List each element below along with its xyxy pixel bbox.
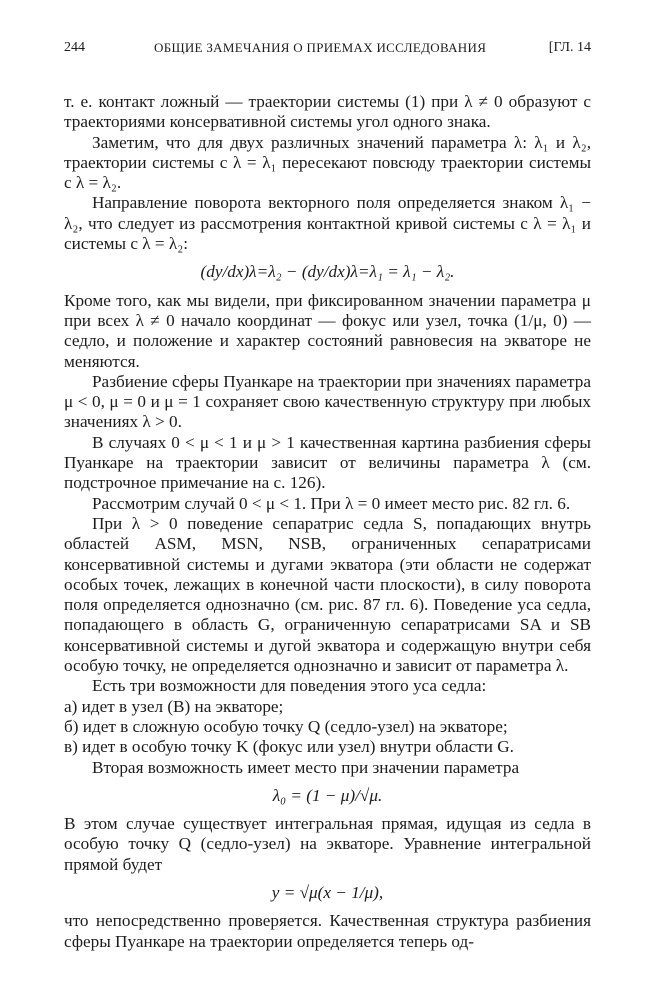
- paragraph: Направление поворота векторного поля определяется знаком λ₁ − λ₂, что следует из рассмотрения контактной кривой системы с λ = λ₁ и системы с λ = λ₂:: [64, 193, 591, 254]
- paragraph: Кроме того, как мы видели, при фиксированном значении параметра μ при всех λ ≠ 0 начало координат — фокус или узел, точка (1/μ, 0) — седло, и положение и характер состояний равновесия на экваторе не меняются.: [64, 290, 591, 371]
- paragraph: что непосредственно проверяется. Качественная структура разбиения сферы Пуанкаре на траектории определяется теперь од-: [64, 911, 591, 951]
- list-item: б) идет в сложную особую точку Q (седло-узел) на экваторе;: [64, 716, 508, 736]
- paragraph: Заметим, что для двух различных значений параметра λ: λ₁ и λ₂, траектории системы с λ = λ₁ пересекают повсюду траектории системы с λ = λ₂.: [64, 132, 591, 193]
- chapter-label: [ГЛ. 14: [548, 40, 591, 55]
- paragraph: Разбиение сферы Пуанкаре на траектории при значениях параметра μ < 0, μ = 0 и μ = 1 сохраняет свою качественную структуру при любых значениях λ > 0.: [64, 371, 591, 432]
- formula: y = √μ(x − 1/μ),: [271, 882, 384, 902]
- paragraph: В этом случае существует интегральная прямая, идущая из седла в особую точку Q (седло-узел) на экваторе. Уравнение интегральной прямой будет: [64, 814, 591, 874]
- running-title: ОБЩИЕ ЗАМЕЧАНИЯ О ПРИЕМАХ ИССЛЕДОВАНИЯ: [154, 40, 487, 55]
- paragraph: При λ > 0 поведение сепаратрис седла S, попадающих внутрь областей ASM, MSN, NSB, ограниченных сепаратрисами консервативной системы и дугами экватора (эти области не содержат особых точек, лежащих в конечной части плоскости), в силу поворота поля определяется однозначно (см. рис. 87 гл. 6). Поведение уса седла, попадающего в область G, ограниченную сепаратрисами SA и SB консервативной системы и дугой экватора и содержащую внутри себя особую точку, не определяется однозначно и зависит от параметра λ.: [64, 513, 591, 676]
- list-item: а) идет в узел (B) на экваторе;: [64, 696, 284, 716]
- page: [64, 40, 591, 952]
- page-body: [64, 92, 591, 952]
- paragraph: В случаях 0 < μ < 1 и μ > 1 качественная картина разбиения сферы Пуанкаре на траектории зависит от величины параметра λ (см. подстрочное примечание на с. 126).: [64, 432, 591, 493]
- paragraph: Есть три возможности для поведения этого уса седла:: [92, 676, 487, 696]
- paragraph: Вторая возможность имеет место при значении параметра: [92, 757, 520, 777]
- paragraph: т. е. контакт ложный — траектории системы (1) при λ ≠ 0 образуют с траекториями консервативной системы угол одного знака.: [64, 92, 591, 132]
- formula: (dy/dx)λ=λ₂ − (dy/dx)λ=λ₁ = λ₁ − λ₂.: [200, 262, 455, 282]
- page-number: 244: [64, 40, 85, 55]
- list-item: в) идет в особую точку K (фокус или узел) внутри области G.: [64, 737, 514, 757]
- running-header: [64, 40, 591, 62]
- paragraph: Рассмотрим случай 0 < μ < 1. При λ = 0 имеет место рис. 82 гл. 6.: [92, 493, 571, 513]
- formula: λ₀ = (1 − μ)/√μ.: [272, 785, 383, 805]
